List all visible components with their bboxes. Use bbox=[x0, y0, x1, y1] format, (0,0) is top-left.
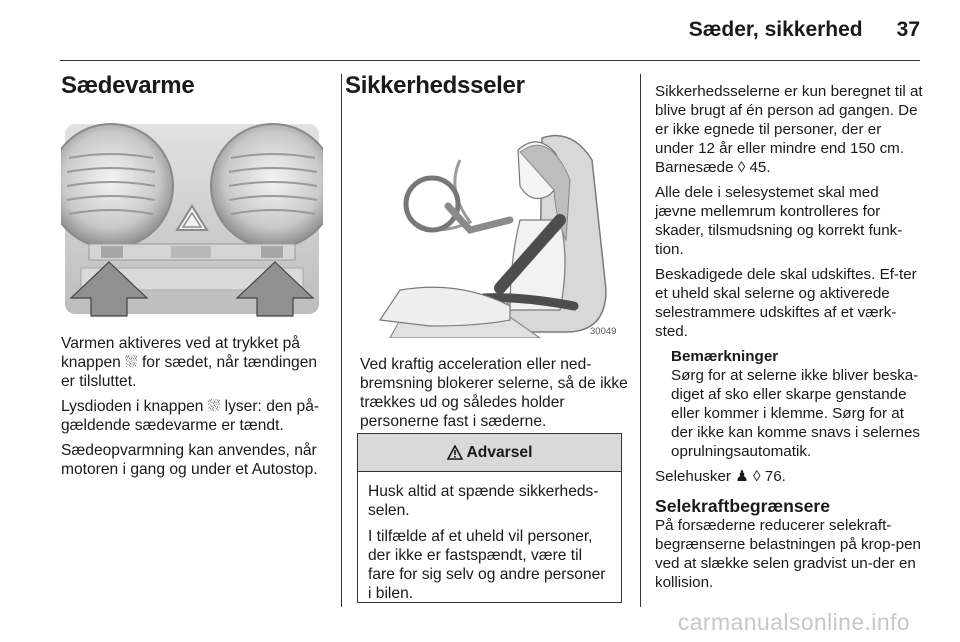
note-text: Sørg for at selerne ikke bliver beska-diget af sko eller skarpe genstande eller kommer i klemme. Sørg for at der ikke kan komme snavs i selernes oprulningsautomatik. bbox=[671, 367, 921, 460]
warning-paragraph-1: Husk altid at spænde sikkerheds-selen. bbox=[368, 483, 599, 519]
seat-belts-paragraph-1: Ved kraftig acceleration eller ned-bremsning blokerer selerne, så de ikke trækkes ud og således holder personerne fast i sæderne. bbox=[360, 356, 628, 430]
page-number: 37 bbox=[896, 18, 920, 41]
right-paragraph-2: Alle dele i selesystemet skal med jævne mellemrum kontrolleres for skader, tilsmudsning og korrekt funk-tion. bbox=[655, 184, 903, 258]
figure-code: 30049 bbox=[590, 326, 617, 337]
seat-heating-illustration bbox=[61, 116, 323, 320]
column-divider-2 bbox=[640, 74, 641, 607]
seat-heating-paragraph-1: Varmen aktiveres ved at trykket på knappen ⛆ for sædet, når tændingen er tilsluttet. bbox=[61, 335, 318, 390]
warning-body bbox=[358, 472, 621, 616]
note-title: Bemærkninger bbox=[671, 348, 779, 365]
column-divider-1 bbox=[341, 74, 342, 607]
watermark: carmanualsonline.info bbox=[677, 609, 910, 635]
seat-heating-paragraph-3: Sædeopvarmning kan anvendes, når motoren i gang og under et Autostop. bbox=[61, 442, 318, 478]
seat-heating-heading: Sædevarme bbox=[61, 72, 195, 99]
right-paragraph-3: Beskadigede dele skal udskiftes. Ef-ter et uheld skal selerne og aktiverede selestrammere udskiftes af et værk-sted. bbox=[655, 266, 917, 340]
warning-header bbox=[358, 434, 621, 472]
middle-column-body bbox=[360, 355, 630, 437]
left-column bbox=[61, 72, 327, 99]
seatbelt-reminder-line: Selehusker ♟ ◊ 76. bbox=[655, 468, 786, 485]
header-rule bbox=[60, 60, 920, 61]
seat-belts-heading: Sikkerhedsseler bbox=[345, 72, 525, 99]
section-title: Sæder, sikkerhed bbox=[688, 18, 863, 41]
left-column-body bbox=[61, 334, 327, 485]
warning-triangle-icon bbox=[447, 445, 463, 460]
warning-box bbox=[357, 433, 622, 603]
warning-title: Advarsel bbox=[466, 443, 533, 461]
belt-force-limiters-heading: Selekraftbegrænsere bbox=[655, 496, 831, 516]
seat-heating-paragraph-2: Lysdioden i knappen ⛆ lyser: den på-gældende sædevarme er tændt. bbox=[61, 398, 320, 434]
driver-seatbelt-image bbox=[360, 120, 622, 338]
right-paragraph-1: Sikkerhedsselerne er kun beregnet til at blive brugt af én person ad gangen. De er ikke egnede til personer, der er under 12 år eller mindre end 150 cm. Barnesæde ◊ 45. bbox=[655, 83, 923, 176]
seatbelt-illustration bbox=[360, 120, 622, 338]
right-column bbox=[655, 82, 923, 598]
middle-column bbox=[345, 72, 630, 99]
dashboard-vents-image bbox=[61, 116, 323, 320]
right-paragraph-5: På forsæderne reducerer selekraft-begrænserne belastningen på krop-pen ved at slække selen gradvist un-der en kollision. bbox=[655, 517, 921, 591]
warning-paragraph-2: I tilfælde af et uheld vil personer, der ikke er fastspændt, være til fare for sig selv og andre personer i bilen. bbox=[368, 528, 606, 602]
note-block bbox=[655, 347, 923, 461]
page-header bbox=[689, 18, 920, 48]
